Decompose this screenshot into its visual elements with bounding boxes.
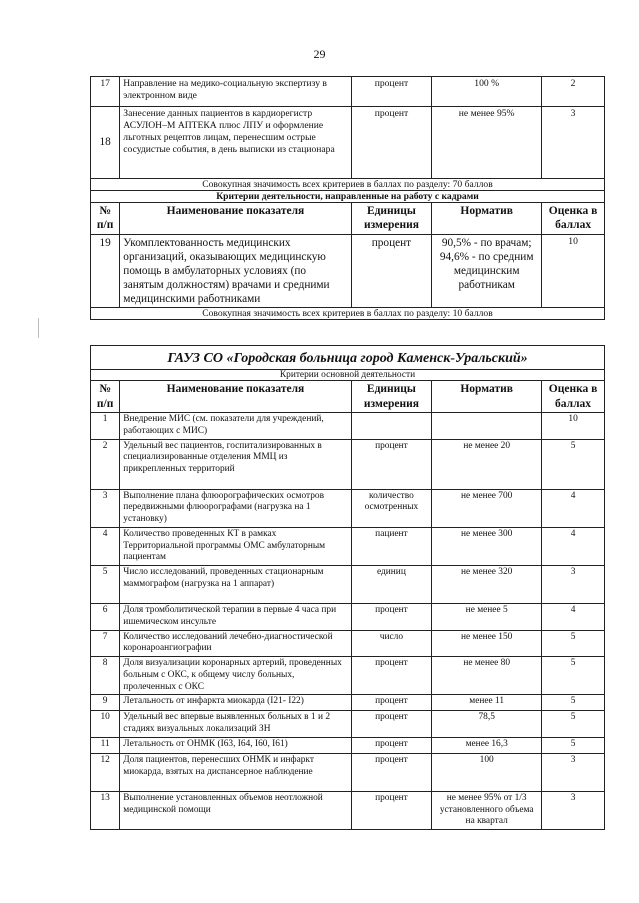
table-row	[91, 77, 605, 107]
unit	[351, 413, 432, 440]
norm	[432, 413, 542, 440]
unit: процент	[351, 791, 432, 829]
indicator-name: Удельный вес пациентов, госпитализированных в специализированные отделения ММЦ из прикрепленных территорий	[120, 439, 351, 489]
unit: число	[351, 630, 432, 657]
table-row	[91, 711, 605, 738]
score: 4	[542, 527, 605, 565]
row-number: 12	[91, 753, 120, 791]
row-number: 7	[91, 630, 120, 657]
section-title: Критерии деятельности, направленные на работу с кадрами	[91, 191, 605, 203]
norm: не менее 300	[432, 527, 542, 565]
indicator-name: Число исследований, проведенных стационарным маммографом (нагрузка на 1 аппарат)	[120, 566, 351, 604]
unit: процент	[351, 234, 432, 308]
table-row	[91, 107, 605, 179]
table-header	[91, 203, 605, 235]
table-row	[91, 657, 605, 695]
norm: 90,5% - по врачам; 94,6% - по средним медицинским работникам	[432, 234, 542, 308]
header-unit: Единицы измерения	[351, 381, 432, 413]
indicator-name: Выполнение установленных объемов неотложной медицинской помощи	[120, 791, 351, 829]
section-total: Совокупная значимость всех критериев в баллах по разделу: 10 баллов	[91, 308, 605, 320]
row-number: 17	[91, 77, 120, 107]
table-row	[91, 489, 605, 527]
table-body	[91, 413, 605, 830]
header-unit: Единицы измерения	[351, 203, 432, 235]
unit: процент	[351, 695, 432, 711]
table-row	[91, 737, 605, 753]
score: 10	[542, 234, 605, 308]
row-number: 2	[91, 439, 120, 489]
indicator-name: Выполнение плана флюорографических осмотров передвижными флюорографами (нагрузка на 1 установку)	[120, 489, 351, 527]
indicator-name: Удельный вес впервые выявленных больных в 1 и 2 стадиях визуальных локализаций ЗН	[120, 711, 351, 738]
indicator-name: Летальность от ОНМК (I63, I64, I60, I61)	[120, 737, 351, 753]
indicator-name: Доля тромболитической терапии в первые 4 часа при ишемическом инсульте	[120, 604, 351, 631]
score: 3	[542, 791, 605, 829]
unit: процент	[351, 439, 432, 489]
indicator-name: Направление на медико-социальную экспертизу в электронном виде	[120, 77, 351, 107]
score: 3	[542, 566, 605, 604]
row-number: 11	[91, 737, 120, 753]
score: 4	[542, 604, 605, 631]
unit: пациент	[351, 527, 432, 565]
norm: 100	[432, 753, 542, 791]
norm: не менее 320	[432, 566, 542, 604]
indicator-name: Летальность от инфаркта миокарда (I21- I22)	[120, 695, 351, 711]
norm: не менее 5	[432, 604, 542, 631]
section-total: Совокупная значимость всех критериев в баллах по разделу: 70 баллов	[91, 179, 605, 191]
score: 10	[542, 413, 605, 440]
score: 5	[542, 630, 605, 657]
margin-mark	[38, 318, 39, 338]
hospital-criteria-table	[90, 345, 605, 830]
score: 5	[542, 439, 605, 489]
table-row	[91, 234, 605, 308]
unit: процент	[351, 737, 432, 753]
hospital-title: ГАУЗ СО «Городская больница город Каменск-Уральский»	[91, 346, 605, 370]
row-number: 9	[91, 695, 120, 711]
table-row	[91, 439, 605, 489]
page-number: 29	[313, 47, 326, 61]
table-row	[91, 753, 605, 791]
norm: менее 11	[432, 695, 542, 711]
score: 2	[542, 77, 605, 107]
norm: не менее 150	[432, 630, 542, 657]
unit: количество осмотренных	[351, 489, 432, 527]
norm: не менее 95% от 1/3 установленного объема на квартал	[432, 791, 542, 829]
score: 5	[542, 711, 605, 738]
norm: не менее 95%	[432, 107, 542, 179]
row-number: 6	[91, 604, 120, 631]
header-num: № п/п	[91, 381, 120, 413]
unit: процент	[351, 604, 432, 631]
row-number: 19	[91, 234, 120, 308]
unit: процент	[351, 107, 432, 179]
indicator-name: Доля визуализации коронарных артерий, проведенных больным с ОКС, к общему числу больных, пролеченных с ОКС	[120, 657, 351, 695]
indicator-name: Занесение данных пациентов в кардиорегистр АСУЛОН–М АПТЕКА плюс ЛПУ и оформление льготных рецептов лицам, перенесшим острые сосудистые события, в день выписки из стационара	[120, 107, 351, 179]
indicator-name: Укомплектованность медицинских организаций, оказывающих медицинскую помощь в амбулаторных условиях (по занятым должностям) врачами и средними медицинскими работниками	[120, 234, 351, 308]
row-number: 18	[91, 107, 120, 179]
header-score: Оценка в баллах	[542, 203, 605, 235]
row-number: 3	[91, 489, 120, 527]
table-row	[91, 604, 605, 631]
criteria-table-continued	[90, 76, 605, 320]
table-row	[91, 527, 605, 565]
score: 4	[542, 489, 605, 527]
unit: единиц	[351, 566, 432, 604]
score: 5	[542, 657, 605, 695]
table-row	[91, 791, 605, 829]
header-norm: Норматив	[432, 203, 542, 235]
table-row	[91, 566, 605, 604]
unit: процент	[351, 657, 432, 695]
indicator-name: Внедрение МИС (см. показатели для учреждений, работающих с МИС)	[120, 413, 351, 440]
indicator-name: Количество проведенных КТ в рамках Территориальной программы ОМС амбулаторным пациентам	[120, 527, 351, 565]
header-norm: Норматив	[432, 381, 542, 413]
row-number: 5	[91, 566, 120, 604]
indicator-name: Количество исследований лечебно-диагностической коронароангиографии	[120, 630, 351, 657]
norm: не менее 700	[432, 489, 542, 527]
norm: менее 16,3	[432, 737, 542, 753]
hospital-title-row	[91, 346, 605, 370]
row-number: 4	[91, 527, 120, 565]
header-name: Наименование показателя	[120, 203, 351, 235]
row-number: 8	[91, 657, 120, 695]
norm: не менее 80	[432, 657, 542, 695]
table-header	[91, 381, 605, 413]
row-number: 1	[91, 413, 120, 440]
indicator-name: Доля пациентов, перенесших ОНМК и инфаркт миокарда, взятых на диспансерное наблюдение	[120, 753, 351, 791]
unit: процент	[351, 711, 432, 738]
section-title: Критерии основной деятельности	[91, 369, 605, 381]
score: 5	[542, 737, 605, 753]
header-name: Наименование показателя	[120, 381, 351, 413]
norm: 78,5	[432, 711, 542, 738]
row-number: 13	[91, 791, 120, 829]
table-row	[91, 695, 605, 711]
score: 5	[542, 695, 605, 711]
table-row	[91, 630, 605, 657]
table-row	[91, 413, 605, 440]
unit: процент	[351, 753, 432, 791]
score: 3	[542, 107, 605, 179]
score: 3	[542, 753, 605, 791]
row-number: 10	[91, 711, 120, 738]
header-score: Оценка в баллах	[542, 381, 605, 413]
header-num: № п/п	[91, 203, 120, 235]
norm: не менее 20	[432, 439, 542, 489]
unit: процент	[351, 77, 432, 107]
norm: 100 %	[432, 77, 542, 107]
